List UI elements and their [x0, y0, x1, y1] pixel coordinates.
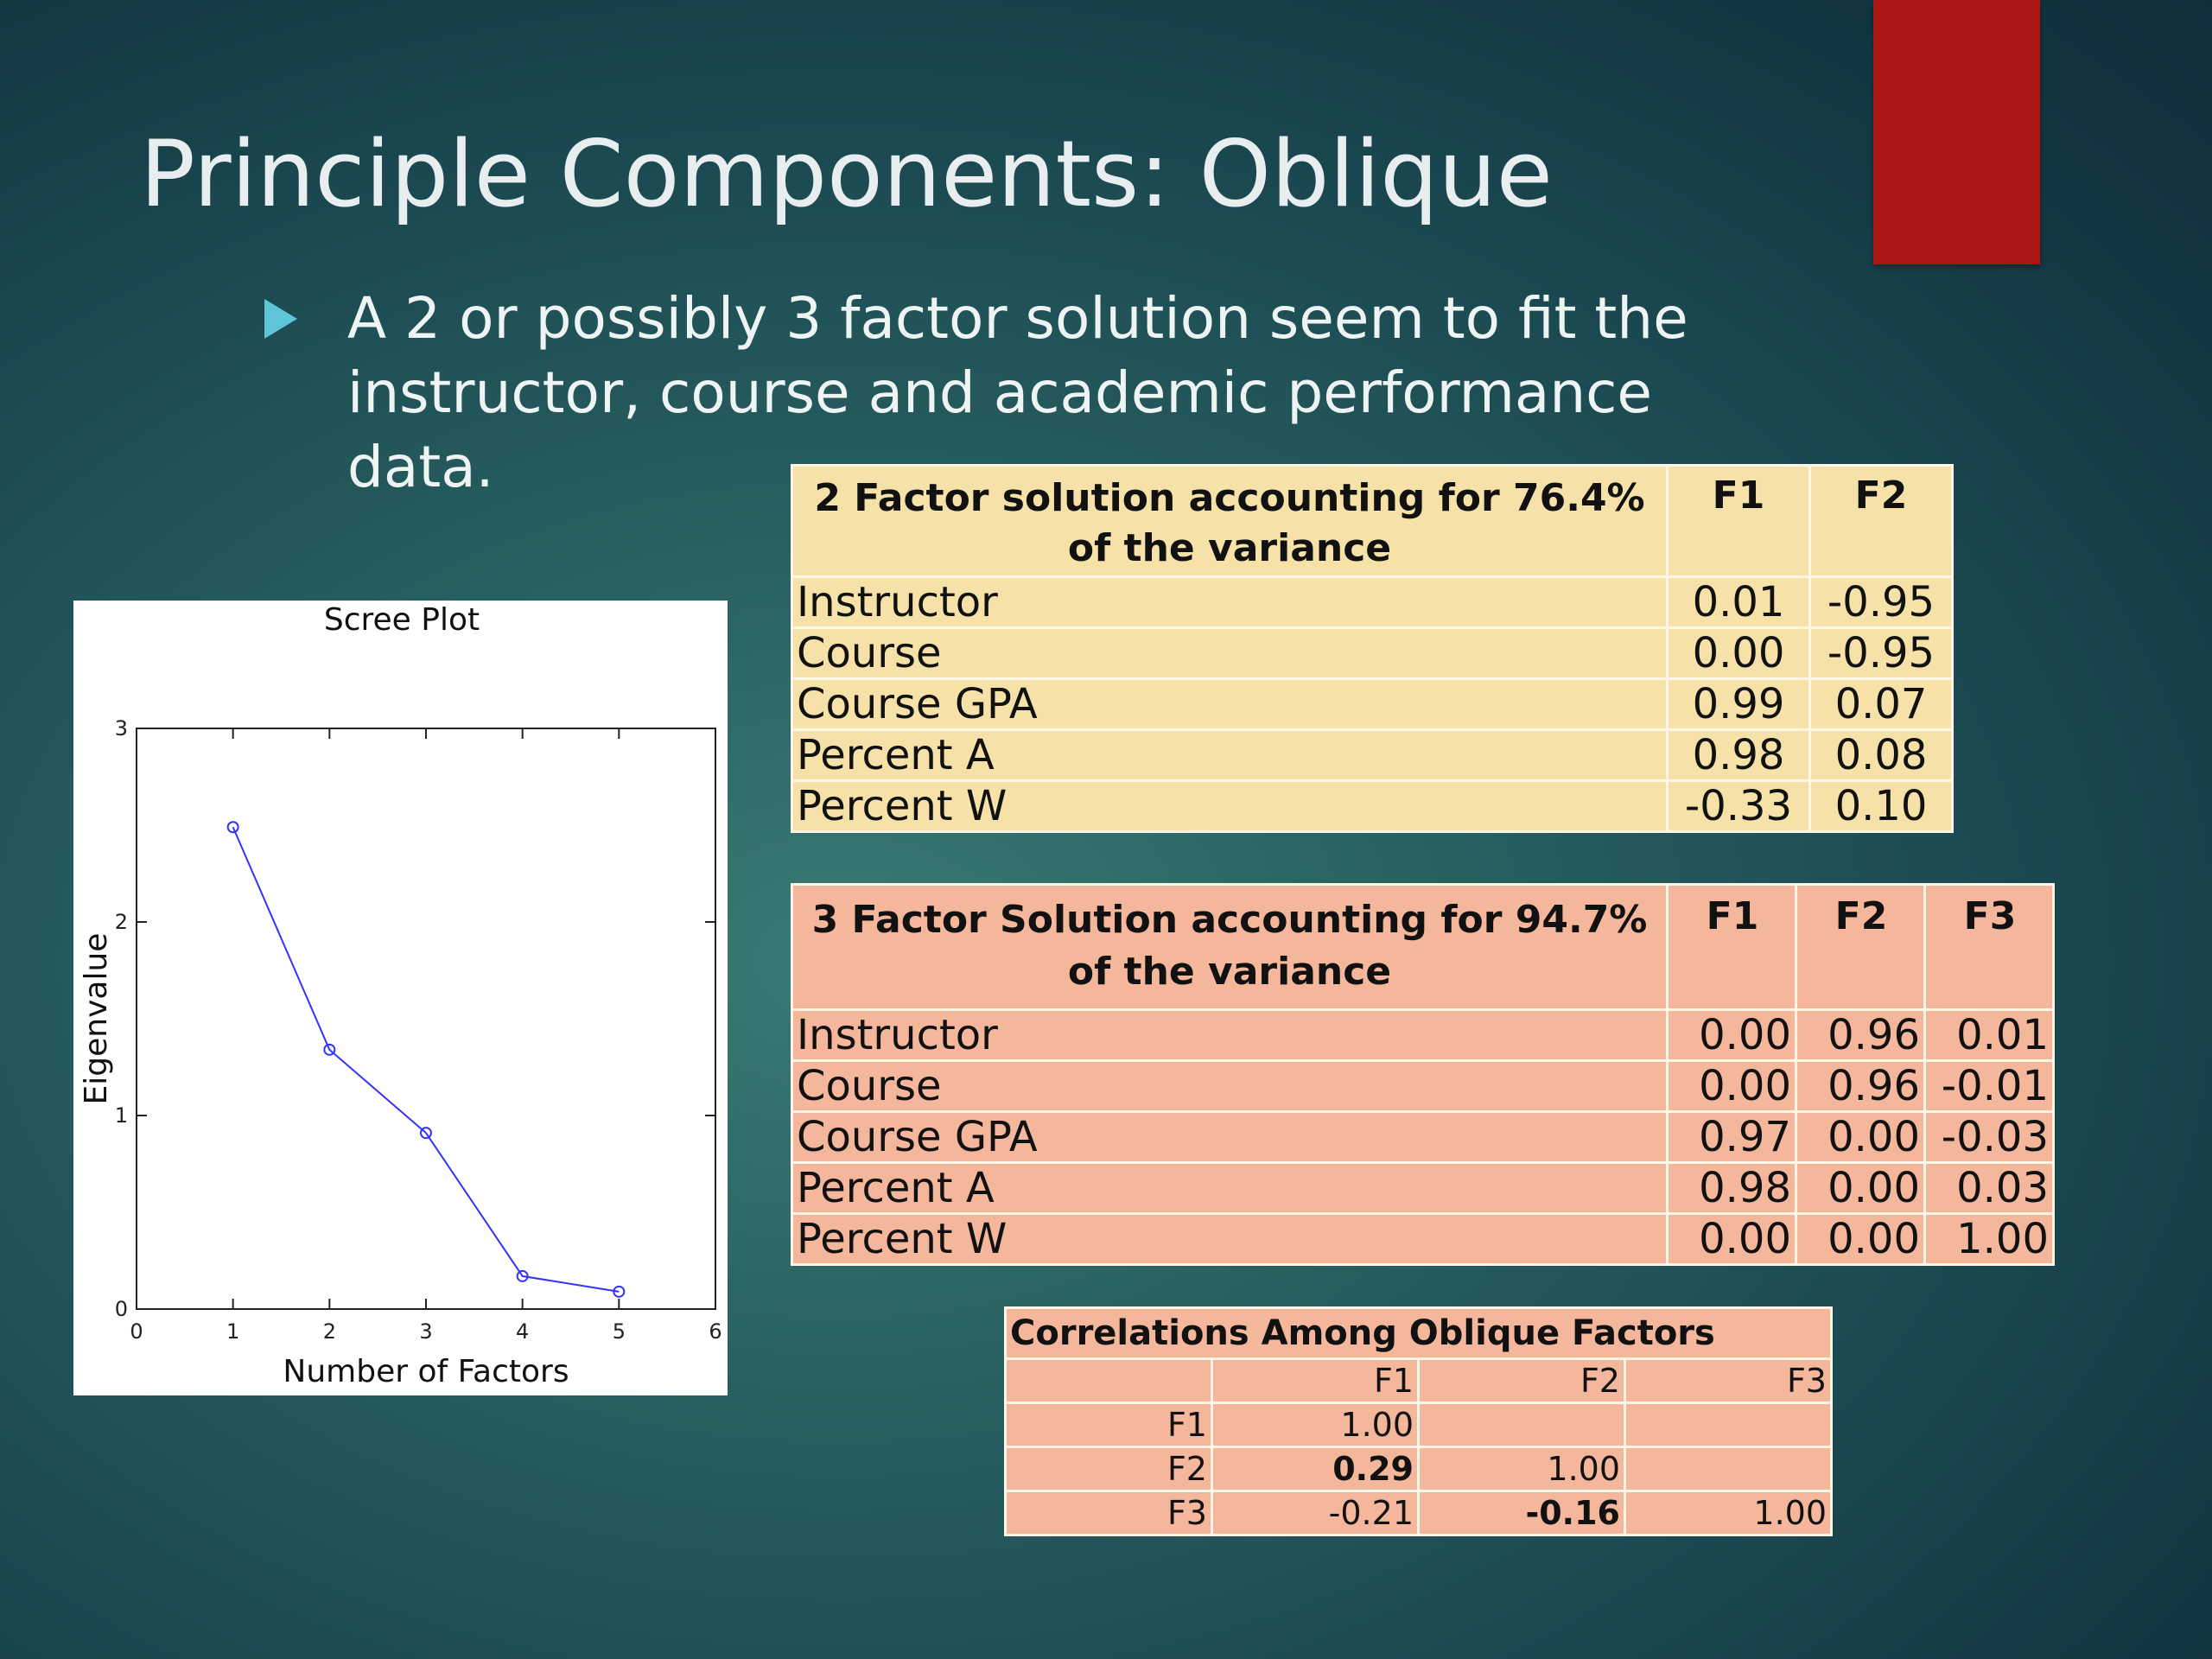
cell-value: 0.98 [1668, 730, 1810, 781]
x-tick-label: 6 [709, 1319, 722, 1344]
cell-value: 0.00 [1668, 1214, 1796, 1265]
table-row [792, 1163, 2054, 1214]
table-row [792, 1112, 2054, 1163]
table-row [792, 1214, 2054, 1265]
table-row [792, 577, 1953, 628]
table-row [792, 679, 1953, 730]
y-axis-label: Eigenvalue [79, 932, 114, 1105]
x-tick-label: 2 [322, 1319, 336, 1344]
cell-value: 0.00 [1668, 628, 1810, 679]
cell-value [1419, 1403, 1625, 1447]
triangle-bullet-icon [264, 299, 297, 339]
table-row [1006, 1403, 1832, 1447]
cell-value: 0.01 [1668, 577, 1810, 628]
correlations-table [1004, 1306, 1833, 1536]
table-header-row [792, 885, 2054, 1010]
x-axis-label: Number of Factors [283, 1354, 569, 1389]
table-header: 2 Factor solution accounting for 76.4% of the variance [792, 466, 1668, 577]
x-tick-label: 0 [130, 1319, 143, 1344]
row-label: Percent A [792, 730, 1668, 781]
cell-value: 1.00 [1625, 1491, 1832, 1535]
row-label: Instructor [792, 577, 1668, 628]
three-factor-table [791, 883, 2055, 1266]
cell-value: 0.01 [1925, 1010, 2054, 1061]
table-row [792, 1061, 2054, 1112]
cell-value: 0.07 [1810, 679, 1953, 730]
x-tick-label: 4 [516, 1319, 530, 1344]
cell-value: -0.33 [1668, 781, 1810, 832]
cell-value: -0.01 [1925, 1061, 2054, 1112]
row-label: Course GPA [792, 679, 1668, 730]
chart-title: Scree Plot [323, 602, 480, 638]
x-tick-label: 1 [226, 1319, 240, 1344]
accent-rectangle [1873, 0, 2040, 264]
two-factor-table [791, 464, 1954, 833]
table-header-row [792, 466, 1953, 577]
cell-value-bold: 0.29 [1212, 1447, 1419, 1491]
table-row [1006, 1491, 1832, 1535]
row-label: Percent A [792, 1163, 1668, 1214]
x-tick-label: 3 [419, 1319, 433, 1344]
table-row [792, 730, 1953, 781]
row-label: Course GPA [792, 1112, 1668, 1163]
table-header-row [1006, 1359, 1832, 1403]
cell-value: 0.96 [1796, 1061, 1925, 1112]
cell-value: 0.00 [1668, 1061, 1796, 1112]
cell-value: 0.96 [1796, 1010, 1925, 1061]
table-caption-row [1006, 1308, 1832, 1359]
cell-value: 0.00 [1796, 1112, 1925, 1163]
row-label: Course [792, 628, 1668, 679]
column-header: F2 [1419, 1359, 1625, 1403]
column-header: F1 [1668, 885, 1796, 1010]
cell-value: -0.95 [1810, 577, 1953, 628]
column-header: F2 [1810, 466, 1953, 577]
cell-value-bold: -0.16 [1419, 1491, 1625, 1535]
row-label: Instructor [792, 1010, 1668, 1061]
y-tick-label: 2 [114, 910, 128, 934]
cell-value: 0.97 [1668, 1112, 1796, 1163]
y-tick-label: 3 [114, 716, 128, 741]
empty-cell [1006, 1359, 1212, 1403]
cell-value: 0.98 [1668, 1163, 1796, 1214]
cell-value: -0.95 [1810, 628, 1953, 679]
column-header: F1 [1668, 466, 1810, 577]
cell-value: -0.03 [1925, 1112, 2054, 1163]
cell-value [1625, 1447, 1832, 1491]
row-label: Percent W [792, 781, 1668, 832]
y-tick-label: 0 [114, 1297, 128, 1321]
plot-area [137, 728, 715, 1309]
table-row [792, 781, 1953, 832]
y-tick-label: 1 [114, 1103, 128, 1128]
column-header: F3 [1925, 885, 2054, 1010]
cell-value: 0.03 [1925, 1163, 2054, 1214]
bullet-text: A 2 or possibly 3 factor solution seem to fit the instructor, course and academic performance data. [347, 285, 1688, 500]
cell-value: 1.00 [1419, 1447, 1625, 1491]
table-row [792, 628, 1953, 679]
cell-value: 0.08 [1810, 730, 1953, 781]
column-header: F2 [1796, 885, 1925, 1010]
cell-value [1625, 1403, 1832, 1447]
cell-value: 0.10 [1810, 781, 1953, 832]
scree-plot-panel [73, 601, 728, 1395]
slide-title: Principle Components: Oblique [140, 121, 1553, 227]
x-tick-label: 5 [612, 1319, 626, 1344]
row-label: F2 [1006, 1447, 1212, 1491]
scree-plot [73, 601, 728, 1395]
cell-value: -0.21 [1212, 1491, 1419, 1535]
table-header: 3 Factor Solution accounting for 94.7% of the variance [792, 885, 1668, 1010]
table-row [1006, 1447, 1832, 1491]
cell-value: 0.00 [1796, 1163, 1925, 1214]
column-header: F1 [1212, 1359, 1419, 1403]
series-line [233, 827, 620, 1292]
cell-value: 0.00 [1796, 1214, 1925, 1265]
row-label: Percent W [792, 1214, 1668, 1265]
table-caption: Correlations Among Oblique Factors [1006, 1308, 1832, 1359]
cell-value: 0.00 [1668, 1010, 1796, 1061]
row-label: F1 [1006, 1403, 1212, 1447]
row-label: Course [792, 1061, 1668, 1112]
cell-value: 1.00 [1212, 1403, 1419, 1447]
cell-value: 1.00 [1925, 1214, 2054, 1265]
column-header: F3 [1625, 1359, 1832, 1403]
table-row [792, 1010, 2054, 1061]
row-label: F3 [1006, 1491, 1212, 1535]
cell-value: 0.99 [1668, 679, 1810, 730]
